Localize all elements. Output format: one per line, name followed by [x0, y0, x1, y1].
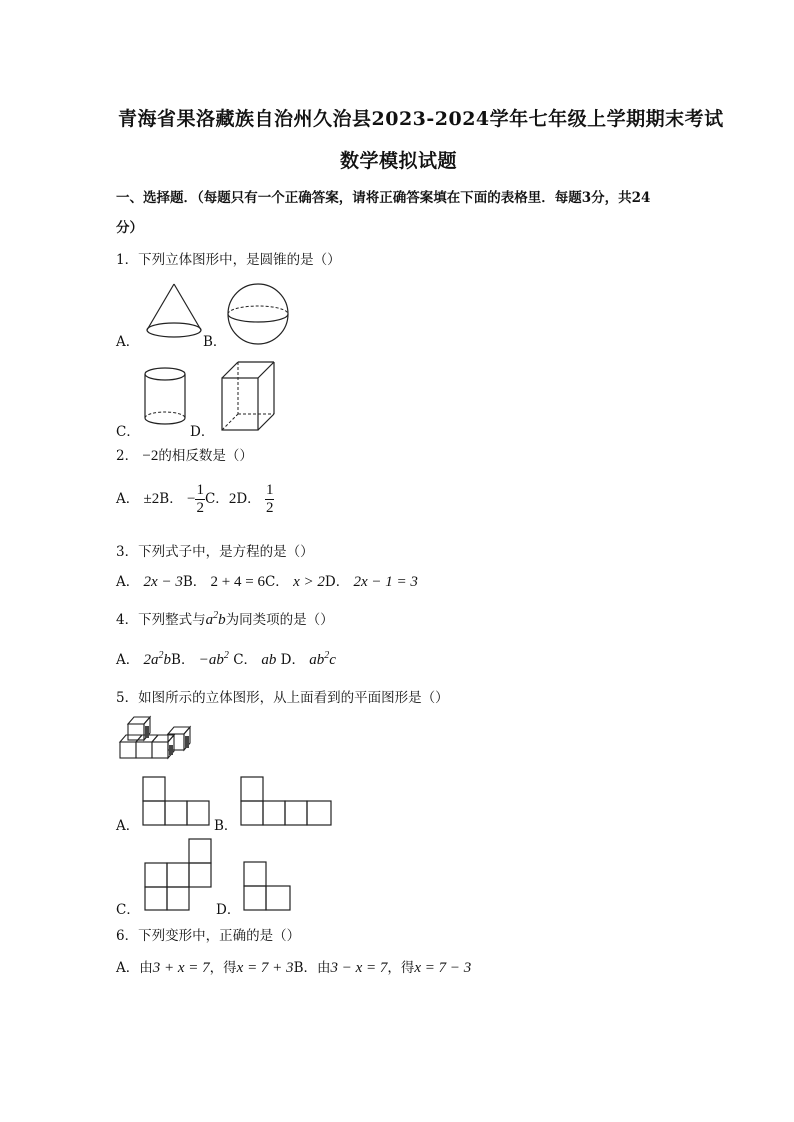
question-3-stem: 3．下列式子中，是方程的是（） [116, 544, 314, 560]
cone-icon [144, 282, 204, 342]
q3-option-c-value: x > 2 [293, 574, 325, 590]
q6-option-a-label: A． [116, 960, 140, 976]
q5-option-a-label: A． [116, 818, 140, 834]
question-1-stem: 1．下列立体图形中，是圆锥的是（） [116, 252, 341, 268]
q6-options [116, 956, 471, 977]
q1-option-b-label: B． [203, 334, 227, 350]
q2-option-a-value: ±2 [143, 491, 160, 507]
q4-stem-pre: 下列整式与 [138, 612, 206, 628]
q6-a-eq1: 3 + x = 7 [152, 960, 210, 976]
q1-option-a-label: A． [116, 334, 140, 350]
q1-option-c-label: C． [116, 424, 140, 440]
q6-b-from: 由 [316, 960, 331, 976]
sphere-icon [226, 282, 290, 346]
q6-b-eq1: 3 − x = 7 [330, 960, 388, 976]
fraction-denominator: 2 [265, 500, 274, 516]
q1-option-d-label: D． [190, 424, 215, 440]
question-2-stem [116, 444, 253, 465]
q6-a-from: 由 [139, 960, 153, 976]
q5-option-b-grid [240, 776, 334, 826]
q2-option-d-label: D． [236, 491, 261, 507]
q2-option-c-value: 2 [228, 491, 237, 507]
q5-option-c-grid [142, 838, 214, 912]
question-6-stem: 6．下列变形中，正确的是（） [116, 928, 301, 944]
q2-option-a-label: A． [116, 491, 140, 507]
q3-option-a-value: 2x − 3 [143, 574, 183, 590]
page-subtitle: 数学模拟试题 [340, 150, 458, 172]
q6-option-b-label: B． [293, 960, 317, 976]
q2-option-c-label: C． [204, 491, 229, 507]
section-heading-cont: 分） [116, 220, 143, 236]
q5-option-d-label: D． [216, 902, 241, 918]
q4-option-b-label: B． [171, 652, 195, 668]
q3-option-b-label: B． [182, 574, 207, 590]
q3-option-d-label: D． [324, 574, 350, 590]
q2-expr: −2 [142, 448, 159, 464]
q6-b-eq2: x = 7 − 3 [414, 960, 472, 976]
q3-option-b-value: 2 + 4 = 6 [210, 574, 265, 590]
section-heading: 一、选择题．（每题只有一个正确答案，请将正确答案填在下面的表格里．每题3分，共24 [116, 190, 651, 206]
q2-option-b-fraction [195, 482, 205, 517]
q2-option-b-sign: − [187, 491, 196, 507]
stacked-cubes-figure [118, 712, 198, 764]
q4-number: 4． [116, 612, 139, 628]
q5-option-a-grid [142, 776, 212, 826]
cylinder-icon [142, 366, 188, 428]
fraction-numerator: 1 [265, 482, 274, 498]
question-4-stem [116, 608, 334, 629]
q4-option-a-value: $2a^2b$ [143, 650, 172, 668]
q3-option-a-label: A． [116, 574, 140, 590]
q5-option-b-label: B． [214, 818, 238, 834]
question-5-stem: 5．如图所示的立体图形，从上面看到的平面图形是（） [116, 690, 449, 706]
q5-option-d-grid [242, 860, 294, 912]
q4-option-d-value: $ab^2c$ [309, 650, 336, 668]
q4-option-c-label: C． [233, 652, 258, 668]
q4-option-c-value: ab [261, 652, 277, 668]
q3-option-c-label: C． [264, 574, 289, 590]
fraction-numerator: 1 [196, 482, 204, 498]
q4-option-b-value: $-ab^2$ [198, 650, 229, 668]
q5-option-c-label: C． [116, 902, 140, 918]
q3-options [116, 570, 418, 591]
q6-b-get: ，得 [387, 960, 415, 976]
q3-option-d-value: 2x − 1 = 3 [353, 574, 418, 590]
q2-options [116, 482, 274, 517]
q4-stem-post: 为同类项的是（） [225, 612, 334, 628]
q4-option-d-label: D． [280, 652, 305, 668]
q4-target-term: $a^2b$ [205, 610, 226, 628]
q6-a-eq2: x = 7 + 3 [236, 960, 294, 976]
fraction-denominator: 2 [196, 500, 204, 516]
q4-options [116, 648, 336, 669]
q2-option-b-label: B． [159, 491, 183, 507]
q6-a-get: ，得 [209, 960, 237, 976]
q2-option-d-fraction [265, 482, 275, 517]
q2-number: 2． [116, 448, 139, 464]
page-title: 青海省果洛藏族自治州久治县2023-2024学年七年级上学期期末考试 [118, 108, 724, 130]
q4-option-a-label: A． [116, 652, 140, 668]
cuboid-icon [220, 360, 276, 432]
q2-stem-text: 的相反数是（） [158, 448, 253, 464]
